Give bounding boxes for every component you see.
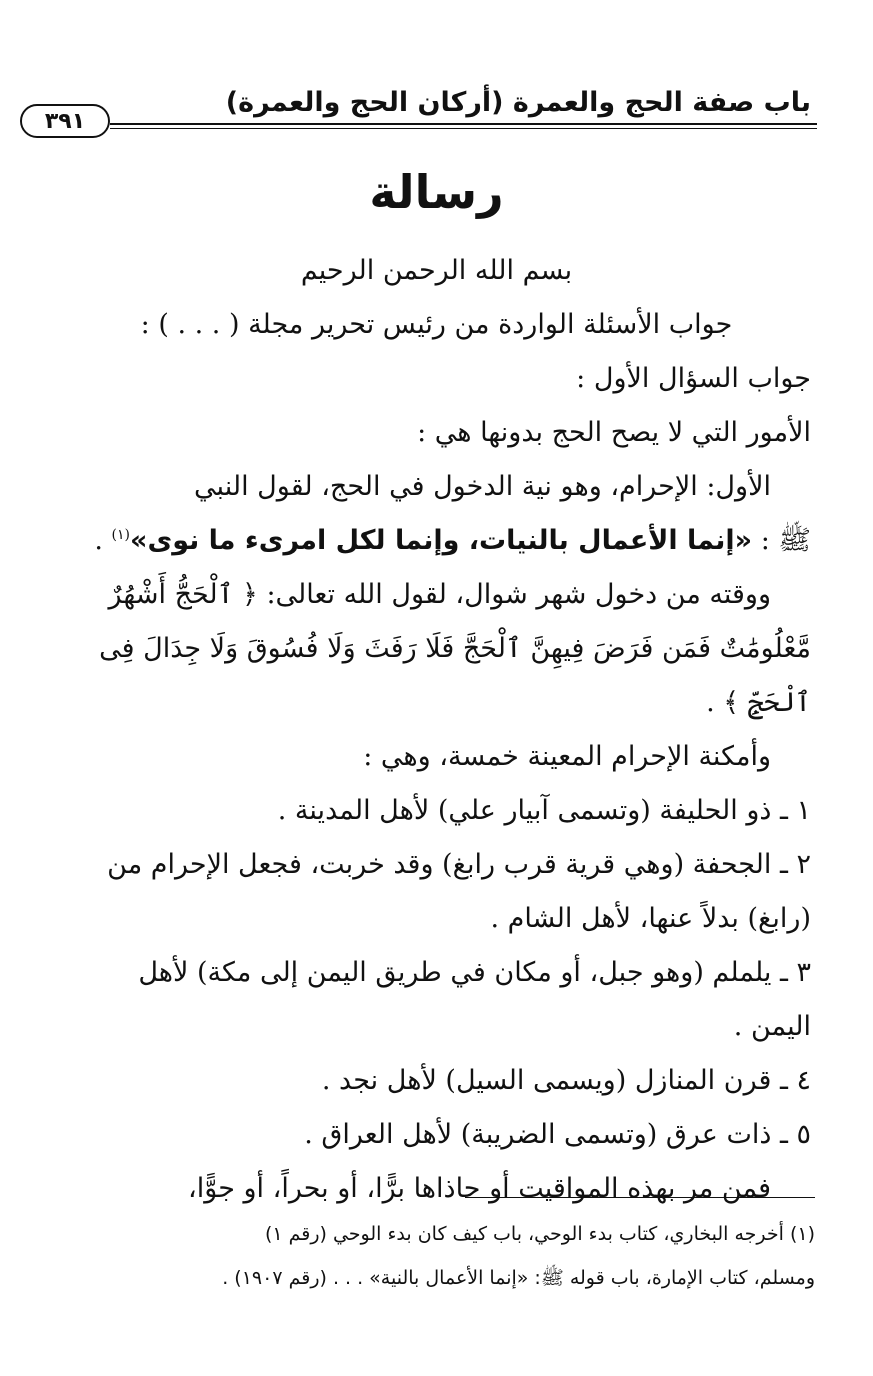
hadith-quote: «إنما الأعمال بالنيات، وإنما لكل امرىء ما نوى» — [130, 525, 753, 556]
footnote-line-1: (١) أخرجه البخاري، كتاب بدء الوحي، باب كيف كان بدء الوحي (رقم ١) — [264, 1223, 815, 1245]
document-title: رسالة — [369, 165, 504, 219]
text-line-9: وأمكنة الإحرام المعينة خمسة، وهي : — [363, 741, 771, 772]
text-line-6: ووقته من دخول شهر شوال، لقول الله تعالى: ﴿ ٱلْحَجُّ أَشْهُرٌ — [108, 579, 771, 610]
text-line-5 — [62, 514, 811, 568]
footnotes — [96, 1212, 815, 1300]
header-rule — [110, 123, 817, 129]
list-item-4: ٤ ـ قرن المنازل (ويسمى السيل) لأهل نجد . — [321, 1065, 811, 1096]
list-item-1: ١ ـ ذو الحليفة (وتسمى آبيار علي) لأهل المدينة . — [277, 795, 811, 826]
line-5-end: . — [94, 525, 112, 556]
salawat: ﷺ : — [752, 525, 811, 556]
page-number: ٣٩١ — [44, 108, 86, 134]
body-text — [62, 244, 811, 1216]
text-line-17: فمن مر بهذه المواقيت أو حاذاها برًّا، أو بحراً، أو جوًّا، — [188, 1173, 771, 1204]
footnote-ref: (١) — [111, 527, 130, 543]
list-item-2: ٢ ـ الجحفة (وهي قرية قرب رابغ) وقد خربت، فجعل الإحرام من — [107, 849, 811, 880]
text-line-3: الأمور التي لا يصح الحج بدونها هي : — [417, 417, 811, 448]
footnote-rule — [465, 1197, 815, 1198]
text-line-4: الأول: الإحرام، وهو نية الدخول في الحج، لقول النبي — [194, 471, 771, 502]
text-line-2: جواب السؤال الأول : — [576, 363, 811, 394]
list-item-3: ٣ ـ يلملم (وهو جبل، أو مكان في طريق اليمن إلى مكة) لأهل — [138, 957, 811, 988]
basmala: بسم الله الرحمن الرحيم — [300, 255, 573, 286]
text-line-8: ٱلْحَجِّ ﴾ . — [706, 687, 811, 718]
footnote-line-2: ومسلم، كتاب الإمارة، باب قوله ﷺ: «إنما الأعمال بالنية» . . . (رقم ١٩٠٧) . — [222, 1267, 815, 1289]
text-line-1: جواب الأسئلة الواردة من رئيس تحرير مجلة ( . . . ) : — [140, 309, 733, 340]
page-number-badge — [20, 104, 110, 138]
running-header-title: باب صفة الحج والعمرة (أركان الحج والعمرة) — [225, 87, 811, 118]
list-item-5: ٥ ـ ذات عرق (وتسمى الضريبة) لأهل العراق . — [304, 1119, 811, 1150]
quran-verse-line: مَّعْلُومَٰتٌ فَمَن فَرَضَ فِيهِنَّ ٱلْحَجَّ فَلَا رَفَثَ وَلَا فُسُوقَ وَلَا جِدَالَ فِى — [99, 633, 811, 664]
list-item-2-cont: (رابغ) بدلاً عنها، لأهل الشام . — [490, 903, 811, 934]
list-item-3-cont: اليمن . — [733, 1011, 811, 1042]
